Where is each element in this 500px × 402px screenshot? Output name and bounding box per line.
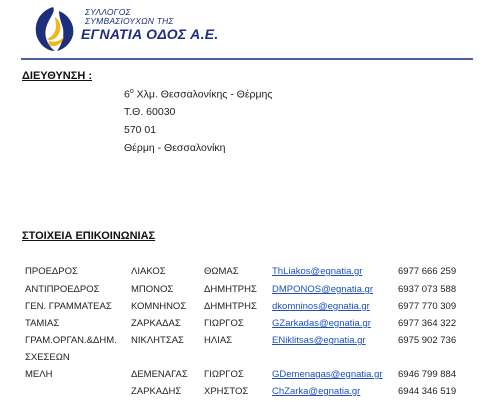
contact-phone: 6944 346 519 xyxy=(398,386,457,397)
contact-role: ΑΝΤΙΠΡΟΕΔΡΟΣ xyxy=(25,284,100,295)
contact-name: ΘΩΜΑΣ xyxy=(204,266,239,277)
org-name: ΕΓΝΑΤΙΑ ΟΔΟΣ Α.Ε. xyxy=(81,26,219,42)
contact-surname: ΛΙΑΚΟΣ xyxy=(131,266,166,277)
contacts-heading: ΣΤΟΙΧΕΙΑ ΕΠΙΚΟΙΝΩΝΙΑΣ xyxy=(22,230,156,242)
contact-surname: ΜΠΟΝΟΣ xyxy=(131,284,174,295)
address-street xyxy=(124,88,272,101)
contact-email-link[interactable]: DMPONOS@egnatia.gr xyxy=(272,284,373,295)
contact-role: ΜΕΛΗ xyxy=(25,369,53,380)
contact-phone: 6977 364 322 xyxy=(398,318,457,329)
address-po-box: Τ.Θ. 60030 xyxy=(124,106,176,118)
contact-email-link[interactable]: ThLiakos@egnatia.gr xyxy=(272,266,363,277)
organization-name-block xyxy=(81,8,219,42)
contact-phone: 6937 073 588 xyxy=(398,284,457,295)
contact-role: ΠΡΟΕΔΡΟΣ xyxy=(25,266,78,277)
contact-phone: 6946 799 884 xyxy=(398,369,457,380)
contact-role: ΓΕΝ. ΓΡΑΜΜΑΤΕΑΣ xyxy=(25,301,112,312)
org-line-2: ΣΥΜΒΑΣΙΟΥΧΩΝ ΤΗΣ xyxy=(85,16,174,26)
address-heading: ΔΙΕΥΘΥΝΣΗ : xyxy=(22,70,93,82)
contact-phone: 6977 666 259 xyxy=(398,266,457,277)
contact-role-continued: ΣΧΕΣΕΩΝ xyxy=(25,352,70,363)
contact-email-link[interactable]: GZarkadas@egnatia.gr xyxy=(272,318,371,329)
contact-name: ΓΙΩΡΓΟΣ xyxy=(204,318,244,329)
contact-name: ΓΙΩΡΓΟΣ xyxy=(204,369,244,380)
street-number: 6 xyxy=(124,88,130,101)
header-divider xyxy=(21,58,473,60)
contact-name: ΗΛΙΑΣ xyxy=(204,335,233,346)
contact-surname: ΔΕΜΕΝΑΓΑΣ xyxy=(131,369,188,380)
contact-phone: 6977 770 309 xyxy=(398,301,457,312)
contact-name: ΔΗΜΗΤΡΗΣ xyxy=(204,301,257,312)
contact-name: ΔΗΜΗΤΡΗΣ xyxy=(204,284,257,295)
contact-name: ΧΡΗΣΤΟΣ xyxy=(204,386,249,397)
street-superscript: ο xyxy=(129,88,134,95)
contact-surname: ΝΙΚΛΗΤΣΑΣ xyxy=(131,335,184,346)
contact-role: ΤΑΜΙΑΣ xyxy=(25,318,60,329)
street-text: Χλμ. Θεσσαλονίκης - Θέρμης xyxy=(133,88,273,101)
contact-email-link[interactable]: GDemenagas@egnatia.gr xyxy=(272,369,383,380)
org-line-1: ΣΥΛΛΟΓΟΣ xyxy=(85,7,131,17)
contact-email-link[interactable]: dkomninos@egnatia.gr xyxy=(272,301,370,312)
contact-email-link[interactable]: ENiklitsas@egnatia.gr xyxy=(272,335,366,346)
egnatia-logo-icon xyxy=(29,5,77,53)
address-postal-code: 570 01 xyxy=(124,124,157,136)
contact-surname: ΖΑΡΚΑΔΗΣ xyxy=(131,386,182,397)
contact-role: ΓΡΑΜ.ΟΡΓΑΝ.&ΔΗΜ. xyxy=(25,335,117,346)
contact-email-link[interactable]: ChZarka@egnatia.gr xyxy=(272,386,361,397)
address-city: Θέρμη - Θεσσαλονίκη xyxy=(124,142,226,154)
contact-surname: ΚΟΜΝΗΝΟΣ xyxy=(131,301,187,312)
contact-surname: ΖΑΡΚΑΔΑΣ xyxy=(131,318,181,329)
contact-phone: 6975 902 736 xyxy=(398,335,457,346)
